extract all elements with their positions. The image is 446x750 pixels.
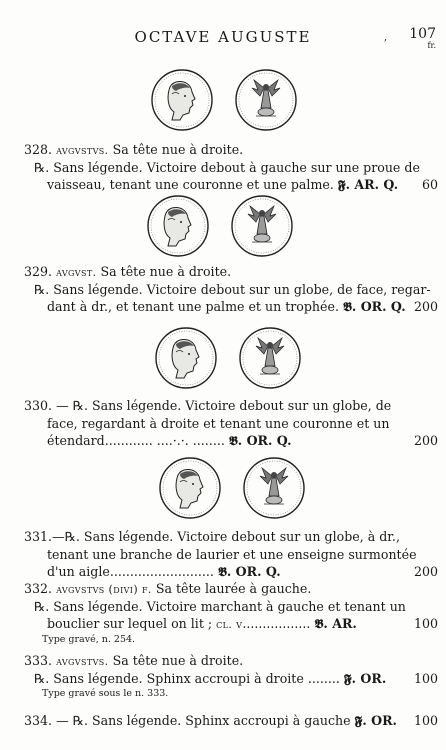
- entry-329: [24, 263, 438, 316]
- obverse-description: Sa tête nue à droite.: [112, 142, 244, 157]
- coin-legend: avgvstvs.: [56, 144, 109, 157]
- entry-332: 332. avgvstvs (divi) f. Sa tête laurée à gauche. ℞. Sans légende. Victoire marchant à gauche et tenant un bouclier sur lequel on lit ; cl. v................. 𝕭. AR. 100 Type gravé, n. 254.: [24, 581, 438, 645]
- inline-legend: cl. v: [216, 618, 243, 631]
- coin-pair-331: [158, 456, 306, 520]
- coin-reverse-victory-icon: [238, 326, 302, 390]
- page-title: OCTAVE AUGUSTE: [134, 28, 312, 46]
- reverse-description: — ℞. Sans légende. Victoire debout sur un globe, de: [56, 398, 392, 413]
- entry-number: 329.: [24, 264, 53, 279]
- rating: 𝕱. OR.: [354, 713, 397, 728]
- rating: 𝕱. OR.: [343, 670, 387, 686]
- coin-pair-328: [150, 68, 298, 132]
- entry-331: [24, 528, 438, 581]
- coin-obverse-head-icon: [154, 326, 218, 390]
- reverse-description: —℞. Sans légende. Victoire debout sur un globe, à dr.,: [52, 529, 400, 544]
- coin-obverse-head-icon: [146, 194, 210, 258]
- coin-pair-330: [154, 326, 302, 390]
- page-number-value: 107: [409, 26, 436, 42]
- coin-reverse-victory-icon: [230, 194, 294, 258]
- entry-333: [24, 652, 438, 700]
- coin-reverse-victory-icon: [234, 68, 298, 132]
- entry-330: [24, 397, 438, 450]
- rating: 𝕭. AR.: [314, 616, 357, 631]
- reverse-description: vaisseau, tenant une couronne et une palme.: [47, 177, 334, 192]
- reverse-description: ℞. Sans légende. Victoire marchant à gauche et tenant un: [34, 598, 406, 614]
- entry-number: 328.: [24, 142, 53, 157]
- rating: 𝕭. OR. Q.: [342, 299, 406, 314]
- entry-number: 333.: [24, 653, 53, 668]
- reverse-description: ℞. Sans légende. Victoire debout à gauche sur une proue de: [34, 159, 420, 175]
- reverse-description: tenant une branche de laurier et une enseigne surmontée: [47, 546, 417, 562]
- page-header: [0, 28, 446, 52]
- reverse-description: ℞. Sans légende. Sphinx accroupi à droite ........: [34, 670, 340, 686]
- coin-obverse-head-icon: [158, 456, 222, 520]
- entry-number: 334.: [24, 713, 53, 728]
- coin-pair-329: [146, 194, 294, 258]
- entry-number: 331.: [24, 529, 53, 544]
- reverse-description: — ℞. Sans légende. Sphinx accroupi à gauche: [56, 713, 351, 728]
- reverse-description: bouclier sur lequel on lit ;: [47, 616, 213, 631]
- price: 100: [413, 670, 438, 686]
- obverse-description: Sa tête nue à droite.: [112, 653, 244, 668]
- obverse-description: Sa tête laurée à gauche.: [155, 581, 312, 596]
- entry-328: [24, 141, 438, 194]
- coin-obverse-head-icon: [150, 68, 214, 132]
- price: 100: [413, 616, 438, 631]
- price: 200: [413, 433, 438, 448]
- reverse-description: ℞. Sans légende. Victoire debout sur un globe, de face, regar-: [34, 281, 431, 297]
- reference-note: Type gravé sous le n. 333.: [42, 688, 169, 699]
- coin-legend: avgvst.: [56, 266, 97, 279]
- rating: 𝕭. OR. Q.: [228, 433, 292, 448]
- reverse-description: étendard............ ....·.·. ........: [47, 433, 225, 448]
- currency-unit: fr.: [427, 41, 436, 50]
- coin-legend: avgvstvs (divi) f.: [56, 583, 152, 596]
- reverse-description: face, regardant à droite et tenant une couronne et un: [47, 415, 390, 431]
- reverse-description: d'un aigle..........................: [47, 564, 214, 579]
- price: 100: [413, 713, 438, 728]
- page-number: [409, 27, 436, 50]
- price: 60: [421, 177, 438, 192]
- obverse-description: Sa tête nue à droite.: [100, 264, 232, 279]
- coin-reverse-victory-icon: [242, 456, 306, 520]
- price: 200: [413, 299, 438, 314]
- entry-number: 332.: [24, 581, 53, 596]
- coin-legend: avgvstvs.: [56, 655, 109, 668]
- stray-comma: ,: [384, 32, 388, 43]
- entry-334: [24, 712, 438, 730]
- reverse-description: dant à dr., et tenant une palme et un trophée.: [47, 299, 339, 314]
- rating: 𝕱. AR. Q.: [337, 177, 399, 192]
- price: 200: [413, 564, 438, 579]
- rating: 𝕭. OR. Q.: [217, 564, 281, 579]
- reference-note: Type gravé, n. 254.: [42, 633, 136, 645]
- entry-number: 330.: [24, 398, 53, 413]
